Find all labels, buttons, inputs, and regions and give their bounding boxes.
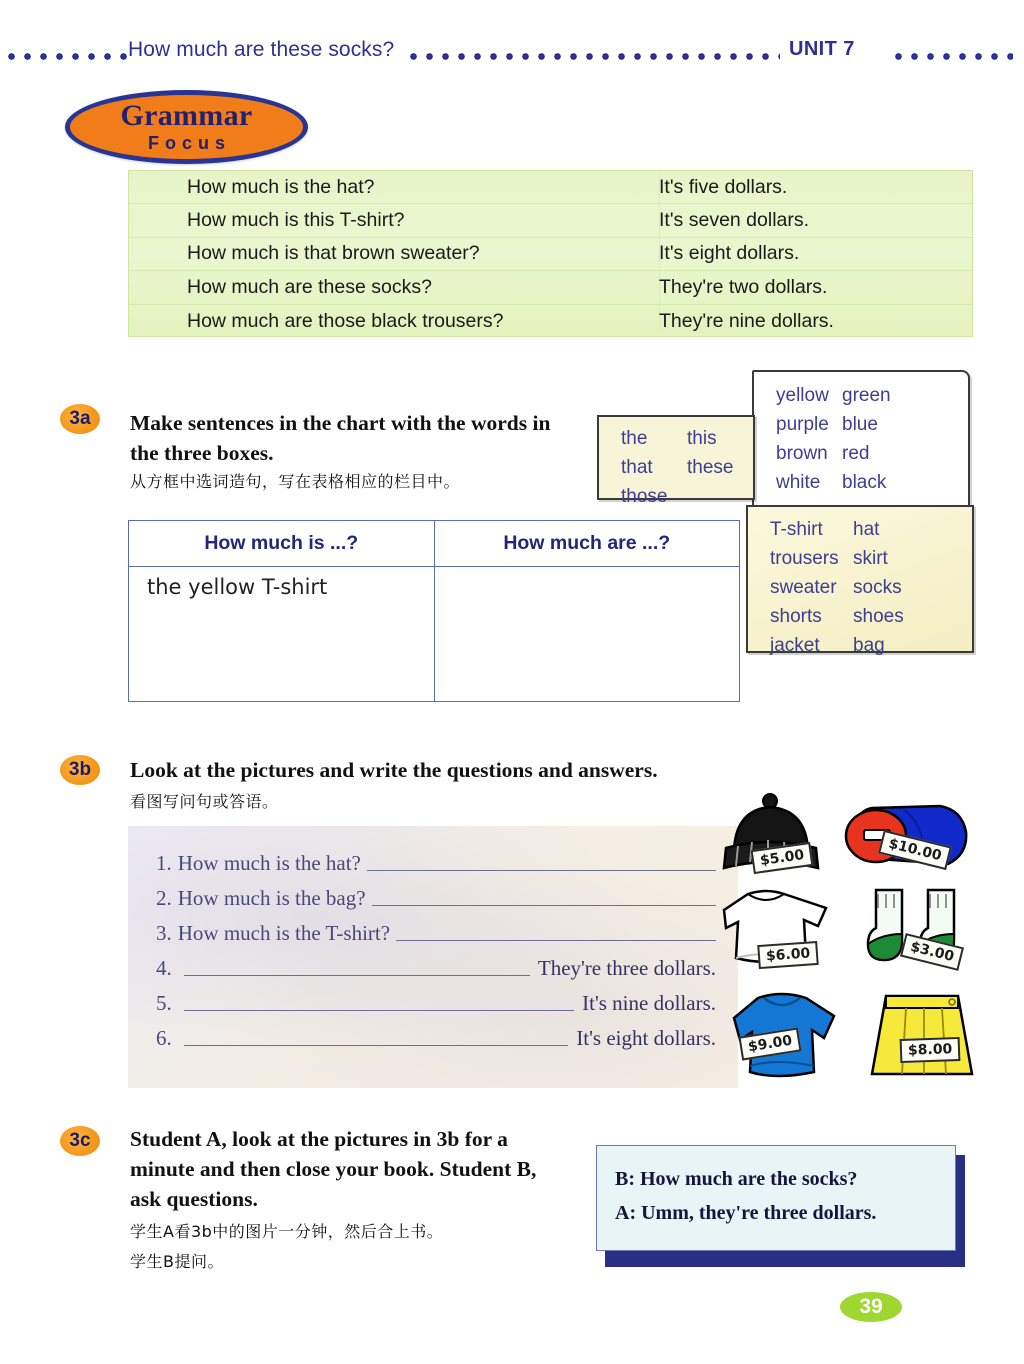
item-answer: They're three dollars. <box>537 956 716 980</box>
dialogue-line-a: A: Umm, they're three dollars. <box>615 1202 877 1224</box>
hat-icon <box>712 792 832 892</box>
price-tag-tshirt: $6.00 <box>757 941 819 969</box>
word-clothing: trousers <box>770 548 839 569</box>
word-determiner: that <box>621 457 653 478</box>
word-determiner: the <box>621 428 648 449</box>
grammar-question: How much are these socks? <box>187 275 432 298</box>
exercise-line <box>156 842 716 875</box>
instruction-3a-chinese: 从方框中选词造句，写在表格相应的栏目中。 <box>130 472 461 491</box>
word-box-row <box>748 515 972 544</box>
word-color: brown <box>776 443 828 464</box>
grammar-focus-subtitle: Focus <box>147 133 231 153</box>
item-number: 3. <box>156 921 172 945</box>
word-color: black <box>842 472 887 493</box>
price-tag-skirt: $8.00 <box>900 1037 961 1063</box>
exercise-line <box>156 877 716 910</box>
word-box-row <box>748 631 972 660</box>
word-clothing: skirt <box>853 548 888 569</box>
exercise-panel-3b <box>128 826 738 1088</box>
word-determiner: those <box>621 486 668 507</box>
question-blank[interactable] <box>184 1010 574 1011</box>
word-box-row <box>748 573 972 602</box>
word-box-row <box>599 482 753 511</box>
word-box-determiners <box>597 415 755 507</box>
grammar-answer: It's eight dollars. <box>659 242 800 265</box>
word-clothing: hat <box>853 519 880 540</box>
item-question: How much is the T-shirt? <box>177 921 391 945</box>
grammar-question: How much is that brown sweater? <box>187 242 480 265</box>
hat-illustration <box>712 792 832 892</box>
answer-blank[interactable] <box>372 905 716 906</box>
section-marker-3c: 3c <box>60 1126 100 1156</box>
word-determiner: this <box>687 428 717 449</box>
socks-icon <box>862 886 982 978</box>
price-tag-socks: $3.00 <box>900 933 964 971</box>
dialogue-box-3c <box>596 1145 956 1251</box>
grammar-answer: It's five dollars. <box>659 175 788 198</box>
word-color: red <box>842 443 870 464</box>
word-box-row <box>748 544 972 573</box>
chart-3a-header-plural: How much are ...? <box>503 532 671 554</box>
exercise-line <box>156 947 716 980</box>
grammar-question: How much are those black trousers? <box>187 309 504 332</box>
word-color: yellow <box>776 385 829 406</box>
section-marker-3a: 3a <box>60 404 100 434</box>
item-number: 4. <box>156 956 172 980</box>
chart-3a-header-row <box>129 521 739 567</box>
word-clothing: shorts <box>770 606 822 627</box>
price-tag-bag: $10.00 <box>878 830 952 870</box>
item-answer: It's eight dollars. <box>576 1026 716 1050</box>
header-dots-middle <box>410 53 780 60</box>
skirt-illustration <box>864 990 984 1082</box>
word-clothing: jacket <box>770 635 820 656</box>
instruction-3b: Look at the pictures and write the questions and answers. <box>130 758 658 782</box>
dialogue-line-b: B: How much are the socks? <box>615 1168 858 1190</box>
word-clothing: sweater <box>770 577 837 598</box>
running-head-unit: UNIT 7 <box>789 38 855 60</box>
word-box-row <box>748 602 972 631</box>
instruction-3c-chinese-line2: 学生B提问。 <box>130 1252 224 1271</box>
item-answer: It's nine dollars. <box>582 991 716 1015</box>
price-tag-hat: $5.00 <box>751 842 814 874</box>
word-box-row <box>599 453 753 482</box>
word-clothing: bag <box>853 635 885 656</box>
grammar-answer: They're two dollars. <box>659 275 828 298</box>
answer-blank[interactable] <box>396 940 716 941</box>
exercise-line <box>156 912 716 945</box>
word-box-row <box>754 439 968 468</box>
instruction-3c-chinese-line1: 学生A看3b中的图片一分钟，然后合上书。 <box>130 1222 444 1241</box>
exercise-line <box>156 982 716 1015</box>
skirt-icon <box>864 990 984 1082</box>
word-clothing: socks <box>853 577 902 598</box>
socks-illustration <box>862 886 982 978</box>
price-tag-sweater: $9.00 <box>738 1027 801 1060</box>
word-box-row <box>599 424 753 453</box>
grammar-focus-badge <box>65 90 308 164</box>
grammar-table-row <box>129 171 972 204</box>
item-number: 2. <box>156 886 172 910</box>
grammar-question: How much is this T-shirt? <box>187 209 405 232</box>
grammar-table-row <box>129 204 972 237</box>
item-number: 5. <box>156 991 172 1015</box>
word-clothing: shoes <box>853 606 904 627</box>
grammar-answer: It's seven dollars. <box>659 209 810 232</box>
grammar-focus-title: Grammar <box>120 99 253 132</box>
instruction-3b-chinese: 看图写问句或答语。 <box>130 792 279 811</box>
item-number: 6. <box>156 1026 172 1050</box>
chart-3a <box>128 520 740 702</box>
item-number: 1. <box>156 851 172 875</box>
chart-3a-body-row <box>129 567 739 702</box>
page-number-badge: 39 <box>840 1292 902 1322</box>
section-marker-3b: 3b <box>60 755 100 785</box>
instruction-3c: Student A, look at the pictures in 3b for a minute and then close your book. Student B, ask questions. <box>130 1127 537 1211</box>
grammar-table-row <box>129 305 972 338</box>
word-determiner: these <box>687 457 734 478</box>
word-clothing: T-shirt <box>770 519 823 540</box>
header-dots-left <box>8 53 128 60</box>
grammar-answer: They're nine dollars. <box>659 309 834 332</box>
item-question: How much is the hat? <box>177 851 361 875</box>
item-question: How much is the bag? <box>177 886 366 910</box>
chart-3a-header-singular: How much is ...? <box>129 521 435 566</box>
word-box-clothing <box>746 505 974 656</box>
grammar-question: How much is the hat? <box>187 175 375 198</box>
question-blank[interactable] <box>184 1045 569 1046</box>
instruction-3a: Make sentences in the chart with the words in the three boxes. <box>130 411 551 465</box>
word-color: white <box>776 472 821 493</box>
question-blank[interactable] <box>184 975 530 976</box>
word-color: green <box>842 385 891 406</box>
header-dots-right <box>895 53 1013 60</box>
running-head-title: How much are these socks? <box>128 38 395 61</box>
grammar-table-row <box>129 238 972 271</box>
word-box-row <box>754 410 968 439</box>
grammar-focus-table <box>128 170 973 337</box>
word-box-colors <box>752 370 970 513</box>
grammar-table-row <box>129 271 972 304</box>
word-color: blue <box>842 414 878 435</box>
answer-blank[interactable] <box>367 870 716 871</box>
word-box-row <box>754 468 968 497</box>
exercise-line <box>156 1017 716 1050</box>
chart-3a-cell-singular[interactable]: the yellow T-shirt <box>129 567 435 702</box>
word-box-row <box>754 381 968 410</box>
word-color: purple <box>776 414 829 435</box>
chart-3a-cell-plural[interactable] <box>435 567 740 702</box>
